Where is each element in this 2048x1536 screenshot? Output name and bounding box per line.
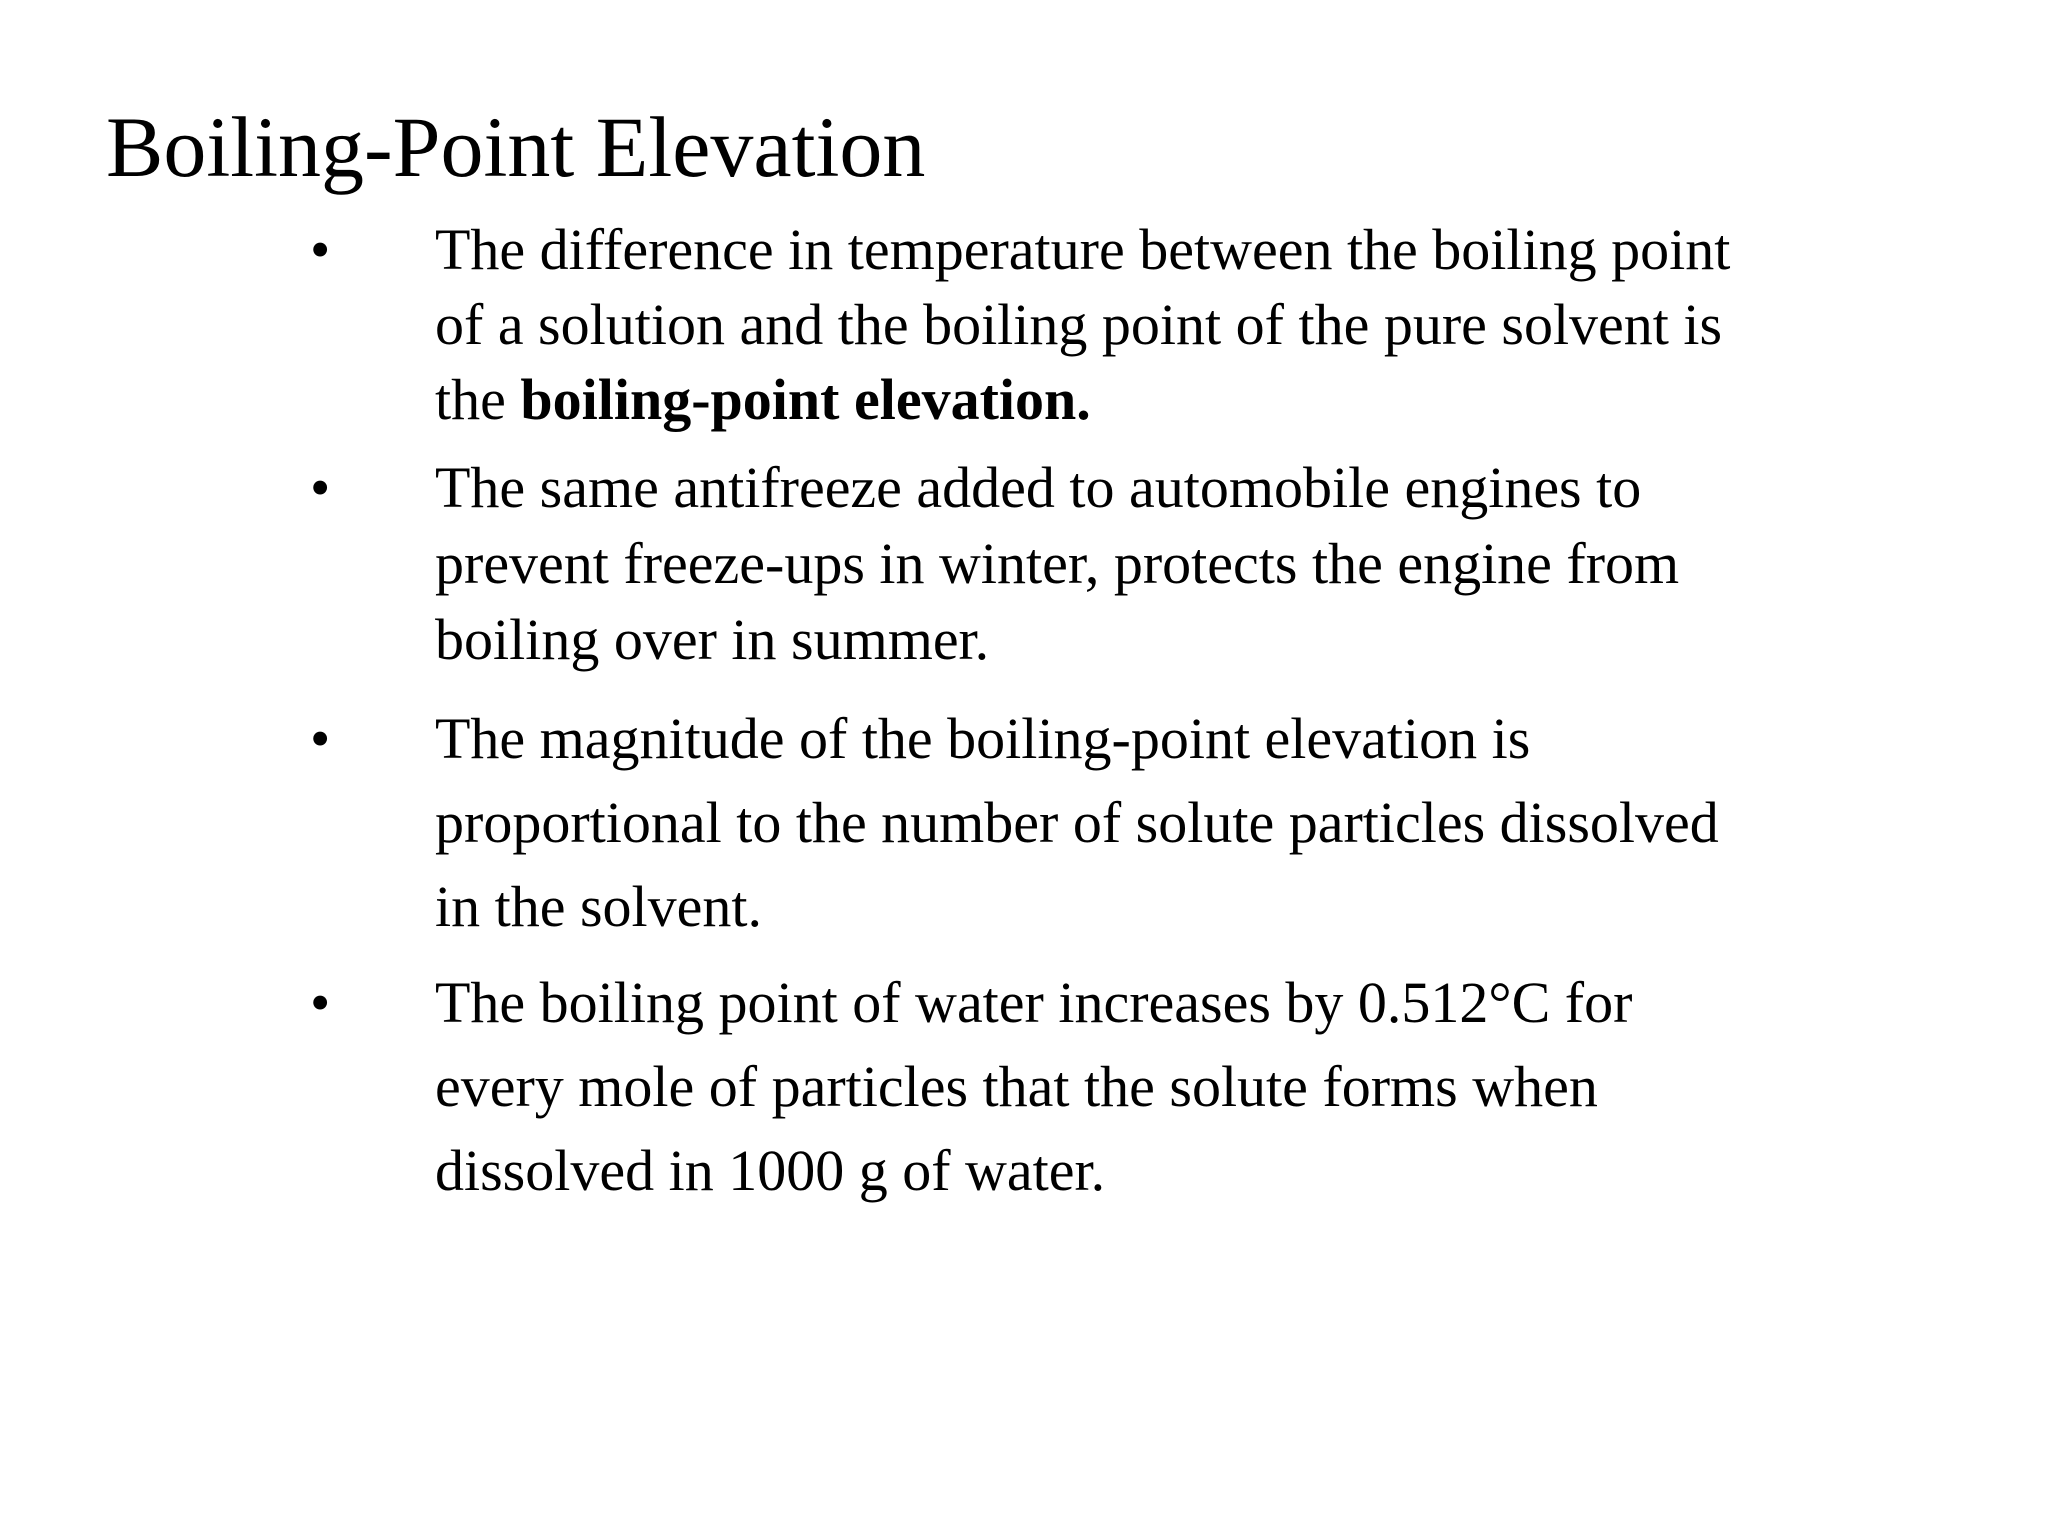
bullet-3-line-3: in the solvent. (435, 874, 763, 939)
bullet-1-line-3-prefix: the (435, 367, 521, 432)
bullet-text-1 (435, 212, 1995, 437)
bullet-3-line-1: The magnitude of the boiling-point elevation is (435, 706, 1531, 771)
bullet-icon: • (310, 455, 331, 520)
bullet-3-line-2: proportional to the number of solute particles dissolved (435, 790, 1719, 855)
bullet-4-line-1: The boiling point of water increases by 0.512°C for (435, 970, 1633, 1035)
bullet-2-line-2: prevent freeze-ups in winter, protects the engine from (435, 531, 1680, 596)
bullet-text-2 (435, 450, 1995, 678)
bullet-icon: • (310, 217, 331, 282)
bullet-2-line-3: boiling over in summer. (435, 607, 990, 672)
bullet-icon: • (310, 706, 331, 771)
key-term-boiling-point-elevation: boiling-point elevation. (520, 367, 1091, 432)
bullet-4-line-3: dissolved in 1000 g of water. (435, 1138, 1106, 1203)
bullet-1-line-3 (435, 362, 1995, 437)
bullet-1-line-2: of a solution and the boiling point of the pure solvent is (435, 292, 1723, 357)
bullet-text-3 (435, 697, 1995, 949)
bullet-1-line-1: The difference in temperature between the boiling point (435, 217, 1731, 282)
slide-title: Boiling-Point Elevation (106, 99, 926, 195)
bullet-icon: • (310, 970, 331, 1035)
bullet-4-line-2: every mole of particles that the solute forms when (435, 1054, 1598, 1119)
bullet-text-4 (435, 961, 1995, 1213)
bullet-2-line-1: The same antifreeze added to automobile engines to (435, 455, 1642, 520)
